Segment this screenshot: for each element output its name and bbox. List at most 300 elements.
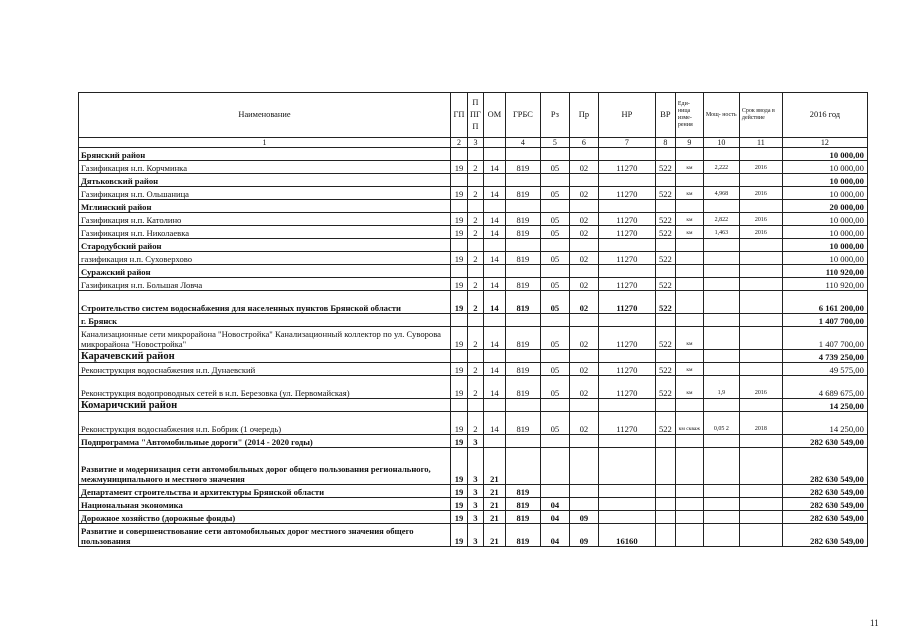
cell-amount: 49 575,00 — [782, 363, 867, 376]
section-row — [79, 350, 868, 363]
cell-year-value: 2016 — [754, 230, 767, 236]
cell-unit — [675, 291, 703, 314]
cell-nr — [598, 252, 655, 265]
table-body — [79, 148, 868, 547]
cell-pr-value: 09 — [579, 536, 589, 546]
cell-nr — [598, 148, 655, 161]
cell-nr — [598, 213, 655, 226]
cell-gp — [451, 511, 468, 524]
section-row — [79, 239, 868, 252]
cell-rz-value: 05 — [550, 424, 560, 434]
table-row — [79, 278, 868, 291]
cell-pgp — [468, 524, 484, 547]
cell-pgp-value: 2 — [473, 215, 478, 225]
cell-unit — [675, 161, 703, 174]
cell-gp-value: 19 — [454, 500, 464, 510]
cell-gp — [451, 226, 468, 239]
cell-nr — [598, 350, 655, 363]
cell-om-value: 14 — [490, 254, 499, 264]
cell-pgp — [468, 498, 484, 511]
cell-unit-value: км — [686, 230, 693, 236]
cell-pr — [569, 498, 598, 511]
cell-nr — [598, 291, 655, 314]
cell-pr-value: 02 — [579, 303, 589, 313]
cell-amount: 282 630 549,00 — [782, 511, 867, 524]
table-row — [79, 213, 868, 226]
cell-year — [739, 278, 782, 291]
cell-vr-value: 522 — [658, 215, 672, 225]
table-row — [79, 327, 868, 350]
cell-rz — [540, 435, 569, 448]
cell-year — [739, 376, 782, 399]
cell-rz-value: 05 — [550, 303, 560, 313]
cell-year — [739, 200, 782, 213]
cell-nr — [598, 511, 655, 524]
cell-nr-value: 11270 — [616, 215, 638, 225]
cell-rz — [540, 498, 569, 511]
cell-power-value: 2,222 — [714, 165, 729, 171]
cell-unit — [675, 314, 703, 327]
cell-grbs-value: 819 — [516, 536, 530, 546]
cell-grbs — [505, 200, 540, 213]
cell-pgp — [468, 435, 484, 448]
cell-pr — [569, 252, 598, 265]
cell-year — [739, 174, 782, 187]
cell-pgp-value: 2 — [473, 303, 478, 313]
cell-nr — [598, 485, 655, 498]
cell-rz — [540, 213, 569, 226]
cell-gp — [451, 252, 468, 265]
cell-gp-value: 19 — [454, 536, 464, 546]
cell-amount: 10 000,00 — [782, 187, 867, 200]
cell-nr — [598, 412, 655, 435]
cell-amount: 1 407 700,00 — [782, 314, 867, 327]
cell-rz — [540, 327, 569, 350]
cell-power — [703, 226, 739, 239]
cell-pr — [569, 350, 598, 363]
cell-rz — [540, 291, 569, 314]
cell-nr — [598, 265, 655, 278]
cell-grbs — [505, 498, 540, 511]
cell-rz — [540, 511, 569, 524]
cell-pgp — [468, 291, 484, 314]
cell-gp-value: 19 — [454, 215, 464, 225]
cell-om — [483, 200, 505, 213]
cell-unit — [675, 278, 703, 291]
cell-om-value: 14 — [490, 215, 499, 225]
cell-gp — [451, 314, 468, 327]
cell-gp-value: 19 — [454, 513, 464, 523]
cell-gp-value: 19 — [454, 388, 464, 398]
cell-gp — [451, 291, 468, 314]
cell-power-value: 4,968 — [714, 191, 729, 197]
cell-grbs — [505, 187, 540, 200]
cell-pr — [569, 363, 598, 376]
table-row — [79, 376, 868, 399]
cell-unit — [675, 448, 703, 485]
cell-gp — [451, 376, 468, 399]
cell-grbs — [505, 239, 540, 252]
cell-gp-value: 19 — [454, 280, 464, 290]
cell-grbs-value: 819 — [516, 339, 530, 349]
cell-pgp-value: 2 — [473, 254, 478, 264]
cell-amount: 110 920,00 — [782, 278, 867, 291]
cell-vr — [655, 485, 675, 498]
cell-power-value: 1,9 — [717, 390, 726, 396]
cell-pr — [569, 485, 598, 498]
cell-vr — [655, 498, 675, 511]
cell-pr — [569, 187, 598, 200]
cell-amount: 20 000,00 — [782, 200, 867, 213]
cell-pgp — [468, 148, 484, 161]
cell-pgp-value: 2 — [473, 424, 478, 434]
cell-unit — [675, 363, 703, 376]
cell-pgp-value: 2 — [473, 228, 478, 238]
table-row — [79, 252, 868, 265]
cell-pgp-value: 3 — [473, 500, 478, 510]
cell-om-value: 14 — [490, 303, 499, 313]
cell-grbs — [505, 278, 540, 291]
cell-gp — [451, 265, 468, 278]
cell-om-value: 21 — [490, 500, 499, 510]
cell-om — [483, 412, 505, 435]
cell-rz — [540, 174, 569, 187]
cell-rz-value: 05 — [550, 339, 560, 349]
cell-om — [483, 239, 505, 252]
cell-nr — [598, 376, 655, 399]
cell-grbs-value: 819 — [516, 500, 530, 510]
cell-rz — [540, 278, 569, 291]
cell-grbs — [505, 148, 540, 161]
row-name: Дорожное хозяйство (дорожные фонды) — [79, 511, 451, 524]
cell-vr — [655, 148, 675, 161]
cell-rz-value: 04 — [550, 536, 560, 546]
cell-year — [739, 213, 782, 226]
cell-pr-value: 02 — [579, 280, 589, 290]
section-row — [79, 265, 868, 278]
cell-pgp-value: 2 — [473, 280, 478, 290]
cell-power — [703, 363, 739, 376]
cell-year — [739, 265, 782, 278]
cell-rz — [540, 239, 569, 252]
header-cell-nr: НР — [598, 93, 655, 138]
cell-vr — [655, 363, 675, 376]
cell-rz — [540, 200, 569, 213]
cell-power — [703, 265, 739, 278]
cell-pr — [569, 448, 598, 485]
cell-om-value: 14 — [490, 365, 499, 375]
cell-power — [703, 485, 739, 498]
cell-year — [739, 239, 782, 252]
section-row — [79, 524, 868, 547]
cell-grbs — [505, 226, 540, 239]
cell-unit — [675, 200, 703, 213]
row-name: Газификация н.п. Ольшаница — [79, 187, 451, 200]
cell-power — [703, 376, 739, 399]
cell-amount: 10 000,00 — [782, 226, 867, 239]
cell-pr-value: 02 — [579, 189, 589, 199]
cell-rz-value: 05 — [550, 388, 560, 398]
row-name: Развитие и совершенствование сети автомобильных дорог местного значения общего пользования — [79, 524, 451, 547]
cell-om — [483, 485, 505, 498]
cell-unit-value: км скваж — [678, 426, 701, 432]
cell-gp — [451, 350, 468, 363]
cell-om — [483, 314, 505, 327]
row-name: Развитие и модернизация сети автомобильных дорог общего пользования регионального, межмуниципального и местного значения — [79, 448, 451, 485]
header-cell-term: Срок ввода в действие — [739, 93, 782, 138]
row-name: Национальная экономика — [79, 498, 451, 511]
cell-om-value: 21 — [490, 487, 499, 497]
cell-om — [483, 350, 505, 363]
section-row — [79, 448, 868, 485]
cell-unit-value: км — [686, 191, 693, 197]
cell-grbs — [505, 327, 540, 350]
cell-vr-value: 522 — [658, 163, 672, 173]
cell-grbs-value: 819 — [516, 228, 530, 238]
cell-year-value: 2016 — [754, 390, 767, 396]
cell-vr — [655, 376, 675, 399]
cell-pr-value: 02 — [579, 215, 589, 225]
cell-power — [703, 314, 739, 327]
cell-pgp — [468, 161, 484, 174]
cell-nr — [598, 448, 655, 485]
cell-pgp — [468, 265, 484, 278]
cell-unit — [675, 239, 703, 252]
cell-power — [703, 252, 739, 265]
cell-vr — [655, 187, 675, 200]
header-cell-grbs: ГРБС — [505, 93, 540, 138]
cell-pr — [569, 161, 598, 174]
cell-nr-value: 11270 — [616, 228, 638, 238]
cell-power — [703, 435, 739, 448]
cell-amount: 10 000,00 — [782, 252, 867, 265]
cell-pr — [569, 524, 598, 547]
cell-pgp — [468, 376, 484, 399]
cell-unit — [675, 327, 703, 350]
row-name: Дятьковский район — [79, 174, 451, 187]
cell-grbs — [505, 435, 540, 448]
cell-unit — [675, 174, 703, 187]
cell-om-value: 21 — [490, 474, 499, 484]
cell-power — [703, 412, 739, 435]
row-name: Карачевский район — [79, 350, 451, 363]
cell-amount: 10 000,00 — [782, 239, 867, 252]
cell-nr-value: 11270 — [616, 388, 638, 398]
page-number: 11 — [870, 618, 879, 628]
cell-vr-value: 522 — [658, 388, 672, 398]
cell-om-value: 14 — [490, 228, 499, 238]
cell-nr-value: 11270 — [616, 424, 638, 434]
cell-power — [703, 148, 739, 161]
row-name: Суражский район — [79, 265, 451, 278]
cell-rz — [540, 314, 569, 327]
cell-om — [483, 511, 505, 524]
cell-pr — [569, 399, 598, 412]
cell-pr-value: 09 — [579, 513, 589, 523]
cell-year — [739, 148, 782, 161]
cell-year — [739, 161, 782, 174]
cell-om — [483, 435, 505, 448]
cell-om — [483, 174, 505, 187]
cell-nr-value: 11270 — [616, 163, 638, 173]
cell-grbs — [505, 174, 540, 187]
header-cell-unit: Еди- ница изме- рения — [675, 93, 703, 138]
cell-year — [739, 448, 782, 485]
header-cell-vr: ВР — [655, 93, 675, 138]
cell-nr — [598, 498, 655, 511]
cell-nr-value: 16160 — [616, 536, 638, 546]
cell-unit — [675, 213, 703, 226]
cell-rz — [540, 412, 569, 435]
cell-unit — [675, 226, 703, 239]
cell-om — [483, 187, 505, 200]
cell-grbs — [505, 448, 540, 485]
cell-unit-value: км — [686, 341, 693, 347]
cell-grbs — [505, 399, 540, 412]
cell-om — [483, 399, 505, 412]
cell-unit-value: км — [686, 165, 693, 171]
cell-pgp — [468, 412, 484, 435]
cell-om — [483, 252, 505, 265]
cell-nr — [598, 200, 655, 213]
cell-year — [739, 226, 782, 239]
cell-unit-value: км — [686, 390, 693, 396]
row-name: Брянский район — [79, 148, 451, 161]
table-row — [79, 226, 868, 239]
cell-vr — [655, 278, 675, 291]
cell-rz — [540, 485, 569, 498]
cell-grbs — [505, 511, 540, 524]
cell-unit-value: км — [686, 217, 693, 223]
cell-pr — [569, 327, 598, 350]
cell-vr — [655, 524, 675, 547]
col-number: 8 — [655, 138, 675, 148]
cell-pr — [569, 148, 598, 161]
cell-pr — [569, 291, 598, 314]
col-number: 5 — [540, 138, 569, 148]
cell-amount: 282 630 549,00 — [782, 448, 867, 485]
cell-year — [739, 511, 782, 524]
cell-vr-value: 522 — [658, 189, 672, 199]
cell-pgp-value: 3 — [473, 437, 478, 447]
section-row — [79, 399, 868, 412]
cell-pr — [569, 412, 598, 435]
row-name: г. Брянск — [79, 314, 451, 327]
cell-year — [739, 524, 782, 547]
cell-year — [739, 498, 782, 511]
cell-grbs — [505, 350, 540, 363]
cell-rz-value: 05 — [550, 215, 560, 225]
cell-power — [703, 399, 739, 412]
cell-unit — [675, 376, 703, 399]
cell-unit-value: км — [686, 367, 693, 373]
cell-pr-value: 02 — [579, 424, 589, 434]
header-cell-om: ОМ — [483, 93, 505, 138]
cell-unit — [675, 524, 703, 547]
cell-om — [483, 161, 505, 174]
cell-pr-value: 02 — [579, 365, 589, 375]
cell-gp — [451, 485, 468, 498]
cell-pgp — [468, 187, 484, 200]
cell-pr — [569, 239, 598, 252]
cell-amount: 1 407 700,00 — [782, 327, 867, 350]
cell-amount: 282 630 549,00 — [782, 485, 867, 498]
cell-nr-value: 11270 — [616, 254, 638, 264]
cell-amount: 282 630 549,00 — [782, 524, 867, 547]
cell-om-value: 14 — [490, 388, 499, 398]
cell-pgp — [468, 174, 484, 187]
cell-rz — [540, 252, 569, 265]
cell-unit — [675, 252, 703, 265]
cell-amount: 10 000,00 — [782, 174, 867, 187]
cell-gp — [451, 161, 468, 174]
cell-grbs — [505, 291, 540, 314]
cell-power-value: 1,463 — [714, 230, 729, 236]
section-row — [79, 200, 868, 213]
cell-grbs-value: 819 — [516, 365, 530, 375]
cell-om — [483, 265, 505, 278]
cell-vr-value: 522 — [658, 303, 672, 313]
cell-pr-value: 02 — [579, 163, 589, 173]
cell-gp — [451, 200, 468, 213]
cell-rz — [540, 161, 569, 174]
cell-pgp-value: 2 — [473, 339, 478, 349]
cell-om-value: 21 — [490, 513, 499, 523]
cell-om — [483, 148, 505, 161]
cell-gp — [451, 435, 468, 448]
cell-nr — [598, 314, 655, 327]
cell-pgp-value: 2 — [473, 163, 478, 173]
section-row — [79, 511, 868, 524]
cell-unit — [675, 498, 703, 511]
cell-year-value: 2016 — [754, 165, 767, 171]
cell-gp-value: 19 — [454, 189, 464, 199]
row-name: Газификация н.п. Католино — [79, 213, 451, 226]
cell-om — [483, 213, 505, 226]
row-name: Стародубский район — [79, 239, 451, 252]
cell-unit — [675, 485, 703, 498]
cell-pgp — [468, 200, 484, 213]
cell-year — [739, 314, 782, 327]
row-name: Департамент строительства и архитектуры Брянской области — [79, 485, 451, 498]
cell-pgp — [468, 327, 484, 350]
cell-year-value: 2018 — [754, 426, 767, 432]
cell-amount: 282 630 549,00 — [782, 498, 867, 511]
cell-vr-value: 522 — [658, 365, 672, 375]
col-number: 7 — [598, 138, 655, 148]
cell-year-value: 2016 — [754, 191, 767, 197]
cell-pgp — [468, 314, 484, 327]
cell-year — [739, 435, 782, 448]
cell-power — [703, 350, 739, 363]
cell-gp-value: 19 — [454, 339, 464, 349]
cell-nr-value: 11270 — [616, 365, 638, 375]
cell-grbs — [505, 376, 540, 399]
cell-pr-value: 02 — [579, 339, 589, 349]
cell-power — [703, 498, 739, 511]
col-number — [483, 138, 505, 148]
cell-grbs — [505, 524, 540, 547]
cell-rz-value: 05 — [550, 163, 560, 173]
cell-grbs — [505, 161, 540, 174]
cell-pr — [569, 511, 598, 524]
cell-om-value: 21 — [490, 536, 499, 546]
cell-grbs-value: 819 — [516, 163, 530, 173]
cell-grbs-value: 819 — [516, 280, 530, 290]
cell-om — [483, 226, 505, 239]
cell-nr — [598, 435, 655, 448]
cell-gp-value: 19 — [454, 424, 464, 434]
